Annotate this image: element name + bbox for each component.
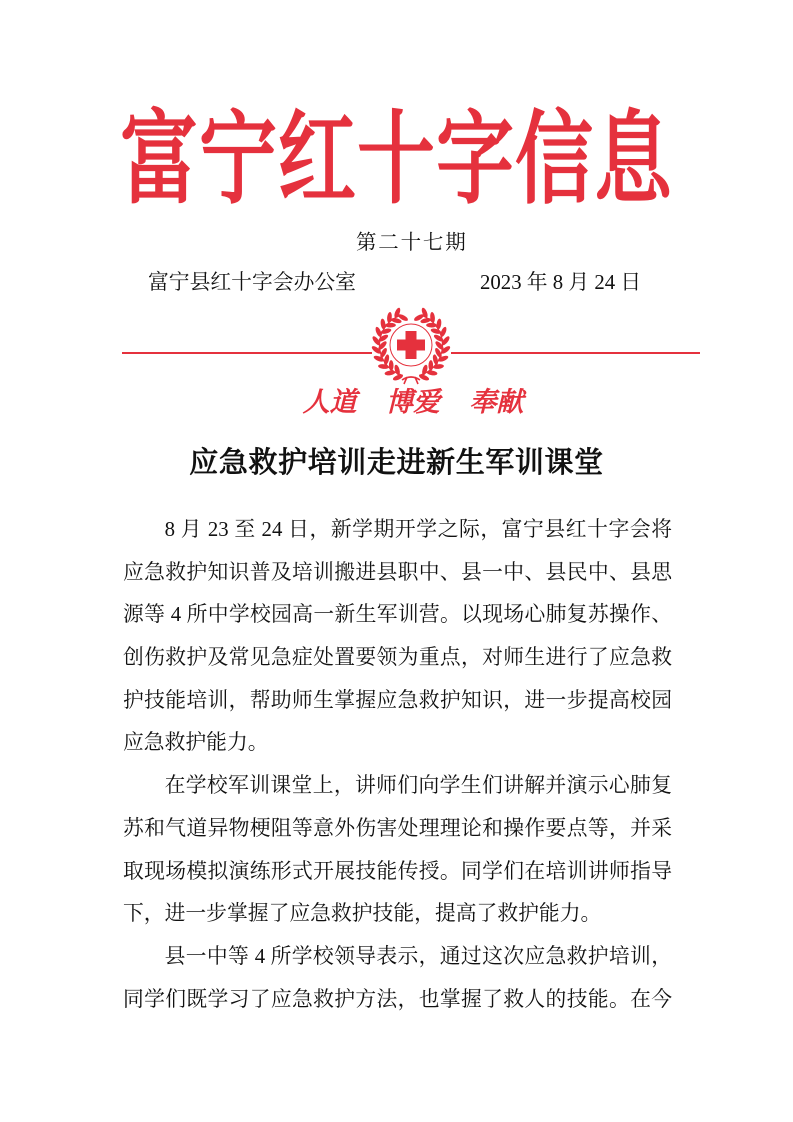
paragraph-line: 在学校军训课堂上，讲师们向学生们讲解并演示心肺复 (164, 774, 672, 798)
paragraph-line: 县一中等 4 所学校领导表示，通过这次应急救护培训， (164, 944, 672, 968)
header-rule-left (122, 352, 372, 354)
paragraph-line: 8 月 23 至 24 日，新学期开学之际，富宁县红十字会将 (164, 518, 672, 541)
publisher: 富宁县红十字会办公室 (148, 271, 356, 294)
motto: 人道 博爱 奉献 (302, 387, 524, 418)
publish-date: 2023 年 8 月 24 日 (480, 271, 642, 294)
header-rule-right (451, 352, 700, 354)
red-cross-emblem-icon (369, 303, 453, 387)
paragraph-line: 源等 4 所中学校园高一新生军训营。以现场心肺复苏操作、 (123, 603, 672, 627)
wreath-leaf (387, 312, 393, 323)
masthead-title: 富宁红十字信息 (120, 100, 674, 219)
paragraph-line: 苏和气道异物梗阻等意外伤害处理理论和操作要点等，并采 (123, 816, 672, 840)
paragraph-line: 下，进一步掌握了应急救护技能，提高了救护能力。 (123, 902, 602, 926)
issue-number: 第二十七期 (356, 232, 468, 254)
wreath-leaf (426, 323, 437, 328)
wreath-leaf (389, 360, 394, 371)
article-body (123, 509, 672, 1021)
paragraph-line: 同学们既学习了应急救护方法，也掌握了救人的技能。在今 (123, 987, 672, 1011)
paragraph (123, 509, 672, 765)
paragraph-line: 应急救护能力。 (123, 731, 269, 755)
paragraph (123, 765, 672, 936)
wreath-leaf (385, 323, 396, 328)
wreath-ribbon (402, 377, 420, 384)
wreath-leaf (378, 364, 389, 370)
wreath-leaf (430, 312, 436, 323)
paragraph-line: 应急救护知识普及培训搬进县职中、县一中、县民中、县思 (123, 560, 672, 584)
paragraph (123, 936, 672, 1021)
paragraph-line: 创伤救护及常见急症处置要领为重点，对师生进行了应急救 (123, 646, 672, 670)
wreath-leaf (428, 360, 433, 371)
paragraph-line: 取现场模拟演练形式开展技能传授。同学们在培训讲师指导 (123, 859, 672, 883)
paragraph-line: 护技能培训，帮助师生掌握应急救护知识，进一步提高校园 (123, 688, 672, 712)
article-title: 应急救护培训走进新生军训课堂 (189, 447, 604, 479)
wreath-leaf (433, 364, 444, 370)
